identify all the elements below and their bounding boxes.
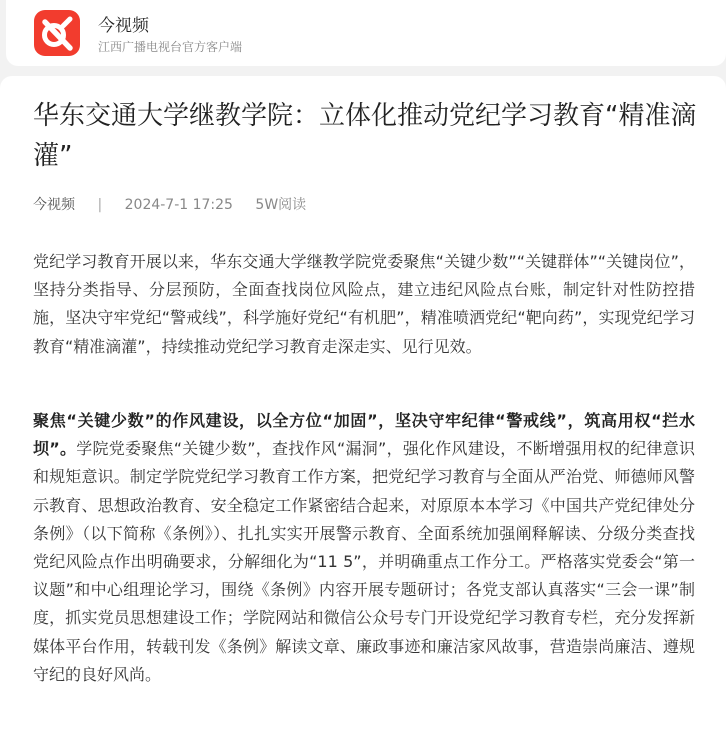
meta-separator: | [97,197,103,213]
article-card [0,76,726,735]
app-header [6,0,726,66]
article-paragraph [33,407,695,689]
read-count: 5W阅读 [255,197,307,213]
app-name[interactable]: 今视频 [98,16,149,36]
paragraph-text: 党纪学习教育开展以来，华东交通大学继教学院党委聚焦“关键少数”“关键群体”“关键岗位”，坚持分类指导、分层预防，全面查找岗位风险点，建立违纪风险点台账，制定针对性防控措施，坚决守牢党纪“警戒线”，科学施好党纪“有机肥”，精准喷洒党纪“靶向药”，实现党纪学习教育“精准滴灌”，持续推动党纪学习教育走深走实、见行见效。 [33,252,695,356]
article-paragraph [33,248,695,361]
publish-time: 2024-7-1 17:25 [124,197,233,213]
jinshipin-logo-icon[interactable] [34,10,80,56]
paragraph-lead: 聚焦“关键少数”的作风建设，以全方位“加固”，坚决守牢纪律“警戒线”，筑高用权“拦水坝”。 [33,411,695,459]
paragraph-text: 学院党委聚焦“关键少数”，查找作风“漏洞”，强化作风建设，不断增强用权的纪律意识和规矩意识。制定学院党纪学习教育工作方案，把党纪学习教育与全面从严治党、师德师风警示教育、思想政治教育、安全稳定工作紧密结合起来，对原原本本学习《中国共产党纪律处分条例》（以下简称《条例》）、扎扎实实开展警示教育、全面系统加强阐释解读、分级分类查找党纪风险点作出明确要求，分解细化为“11 5”，并明确重点工作分工。严格落实党委会“第一议题”和中心组理论学习，围绕《条例》内容开展专题研讨；各党支部认真落实“三会一课”制度，抓实党员思想建设工作；学院网站和微信公众号专门开设党纪学习教育专栏，充分发挥新媒体平台作用，转载刊发《条例》解读文章、廉政事迹和廉洁家风故事，营造崇尚廉洁、遵规守纪的良好风尚。 [33,439,695,684]
article-source[interactable]: 今视频 [33,197,75,213]
article-title: 华东交通大学继教学院：立体化推动党纪学习教育“精准滴灌” [33,101,697,171]
app-subtitle: 江西广播电视台官方客户端 [98,40,243,54]
article-meta [33,194,306,214]
